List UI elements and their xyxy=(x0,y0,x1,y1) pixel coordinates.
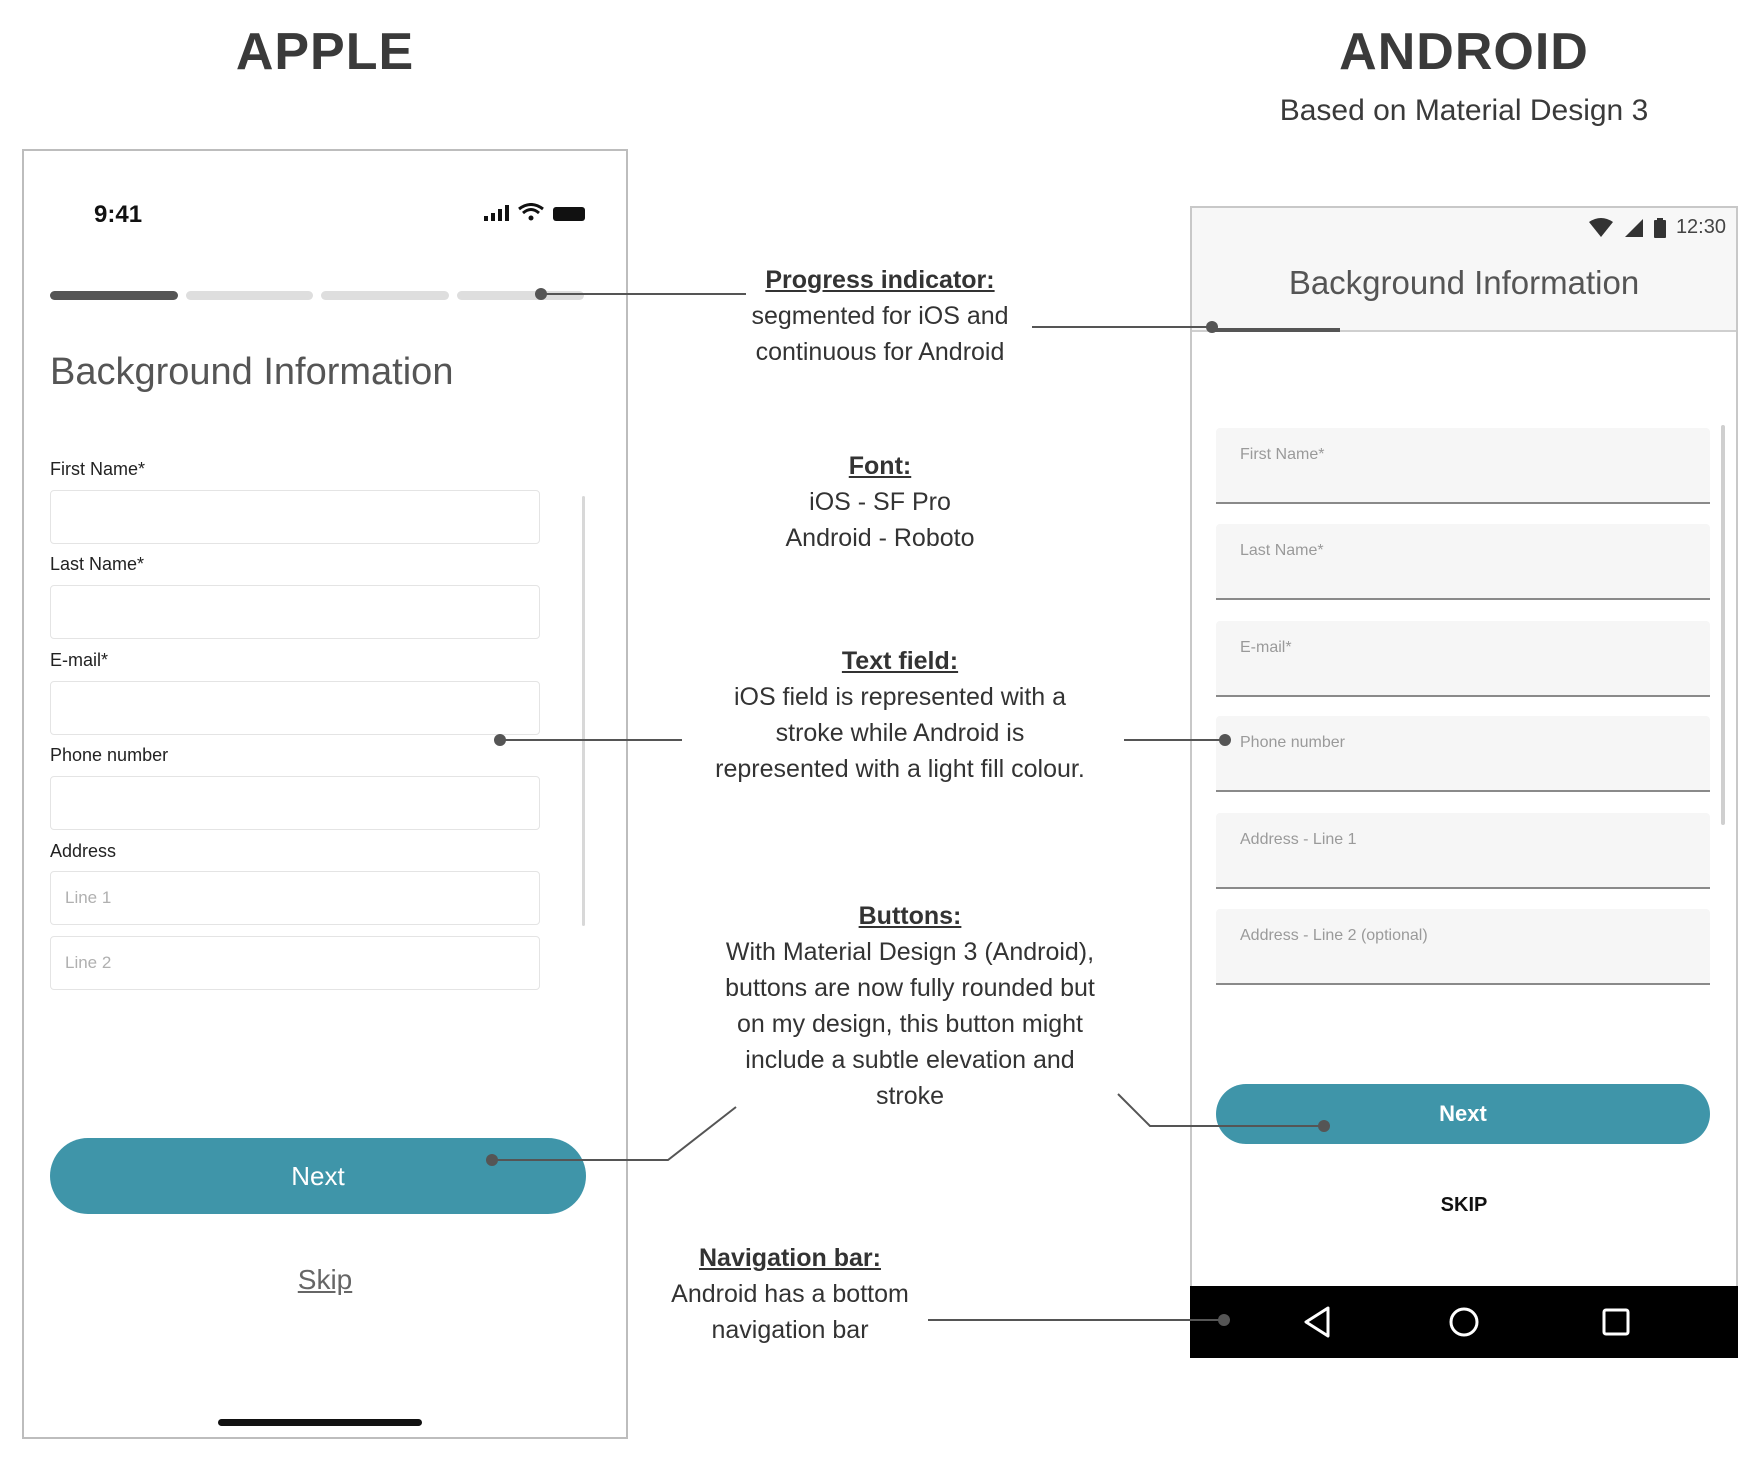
android-linear-progress xyxy=(1210,328,1340,332)
android-first-name-label: First Name* xyxy=(1240,446,1325,463)
note-buttons-line-3: on my design, this button might xyxy=(736,1010,1084,1038)
note-navbar-title: Navigation bar: xyxy=(699,1244,881,1272)
note-text-field xyxy=(680,643,1120,787)
note-buttons-line-4: include a subtle elevation and xyxy=(745,1046,1075,1074)
ios-last-name-field[interactable] xyxy=(50,585,540,639)
android-first-name-field[interactable] xyxy=(1216,428,1710,504)
android-status-bar xyxy=(1588,216,1726,239)
android-last-name-field[interactable] xyxy=(1216,524,1710,600)
note-navigation-bar xyxy=(660,1240,920,1348)
note-buttons-line-1: With Material Design 3 (Android), xyxy=(725,938,1095,966)
android-page-title: Background Information xyxy=(1288,264,1640,301)
ios-first-name-label: First Name* xyxy=(50,459,146,479)
battery-icon xyxy=(1654,218,1666,238)
android-email-field[interactable] xyxy=(1216,621,1710,697)
android-skip-button[interactable]: SKIP xyxy=(1440,1194,1488,1216)
android-address-line1-field[interactable] xyxy=(1216,813,1710,889)
cellular-signal-icon xyxy=(484,205,509,221)
wifi-icon xyxy=(517,203,545,221)
cellular-signal-icon xyxy=(1624,218,1644,238)
ios-home-indicator[interactable] xyxy=(218,1419,422,1426)
note-textfield-line-3: represented with a light fill colour. xyxy=(715,755,1085,783)
android-phone-mockup xyxy=(1190,206,1738,1358)
ios-segmented-progress xyxy=(50,291,584,301)
note-progress-title: Progress indicator: xyxy=(765,266,995,294)
note-font-line-2: Android - Roboto xyxy=(785,524,975,552)
android-phone-field[interactable] xyxy=(1216,716,1710,792)
note-textfield-title: Text field: xyxy=(841,647,959,675)
ios-phone-label: Phone number xyxy=(50,745,169,765)
note-buttons-line-5: stroke xyxy=(875,1082,945,1110)
note-buttons-title: Buttons: xyxy=(858,902,962,930)
progress-segment-4 xyxy=(457,291,585,300)
ios-last-name-label: Last Name* xyxy=(50,554,145,574)
ios-page-title: Background Information xyxy=(50,351,454,393)
progress-segment-2 xyxy=(186,291,314,300)
ios-next-button[interactable]: Next xyxy=(50,1138,586,1214)
wifi-icon xyxy=(1588,218,1614,238)
ios-address-line1-field[interactable] xyxy=(50,871,540,925)
ios-address-label: Address xyxy=(50,841,117,861)
back-triangle-icon[interactable] xyxy=(1298,1302,1338,1342)
note-progress-indicator xyxy=(700,262,1060,370)
note-textfield-line-1: iOS field is represented with a xyxy=(733,683,1067,711)
ios-status-icons xyxy=(484,203,585,221)
battery-icon xyxy=(553,207,585,221)
apple-heading: APPLE xyxy=(235,23,415,81)
note-buttons-line-2: buttons are now fully rounded but xyxy=(725,974,1095,1002)
ios-first-name-field[interactable] xyxy=(50,490,540,544)
android-subtitle: Based on Material Design 3 xyxy=(1279,94,1649,127)
address-line1-placeholder: Line 1 xyxy=(65,888,112,907)
progress-segment-3 xyxy=(321,291,449,300)
ios-email-label: E-mail* xyxy=(50,650,109,670)
android-email-label: E-mail* xyxy=(1240,639,1292,656)
android-last-name-label: Last Name* xyxy=(1240,542,1324,559)
note-navbar-line-2: navigation bar xyxy=(711,1316,869,1344)
note-textfield-line-2: stroke while Android is xyxy=(775,719,1025,747)
android-address-line2-field[interactable] xyxy=(1216,909,1710,985)
android-navigation-bar xyxy=(1190,1286,1738,1358)
note-font-title: Font: xyxy=(848,452,912,480)
ios-phone-mockup xyxy=(22,149,628,1439)
android-heading: ANDROID xyxy=(1339,23,1589,81)
note-progress-line-2: continuous for Android xyxy=(755,338,1005,366)
ios-address-line2-field[interactable] xyxy=(50,936,540,990)
address-line2-placeholder: Line 2 xyxy=(65,953,112,972)
ios-phone-field[interactable] xyxy=(50,776,540,830)
ios-scrollbar[interactable] xyxy=(582,496,585,926)
ios-status-time: 9:41 xyxy=(94,201,143,228)
note-progress-line-1: segmented for iOS and xyxy=(751,302,1009,330)
android-scrollbar[interactable] xyxy=(1721,425,1725,825)
note-navbar-line-1: Android has a bottom xyxy=(671,1280,909,1308)
recents-square-icon[interactable] xyxy=(1596,1302,1636,1342)
android-top-app-bar xyxy=(1192,208,1736,332)
android-phone-label: Phone number xyxy=(1240,734,1345,751)
home-circle-icon[interactable] xyxy=(1444,1302,1484,1342)
android-next-button[interactable]: Next xyxy=(1216,1084,1710,1144)
note-font-line-1: iOS - SF Pro xyxy=(809,488,951,516)
note-buttons xyxy=(700,898,1120,1114)
progress-segment-1 xyxy=(50,291,178,300)
ios-email-field[interactable] xyxy=(50,681,540,735)
android-address-line2-label: Address - Line 2 (optional) xyxy=(1240,927,1428,944)
ios-skip-link[interactable]: Skip xyxy=(297,1264,353,1295)
android-address-line1-label: Address - Line 1 xyxy=(1240,831,1357,848)
android-status-time: 12:30 xyxy=(1675,216,1726,238)
note-font xyxy=(740,448,1020,556)
